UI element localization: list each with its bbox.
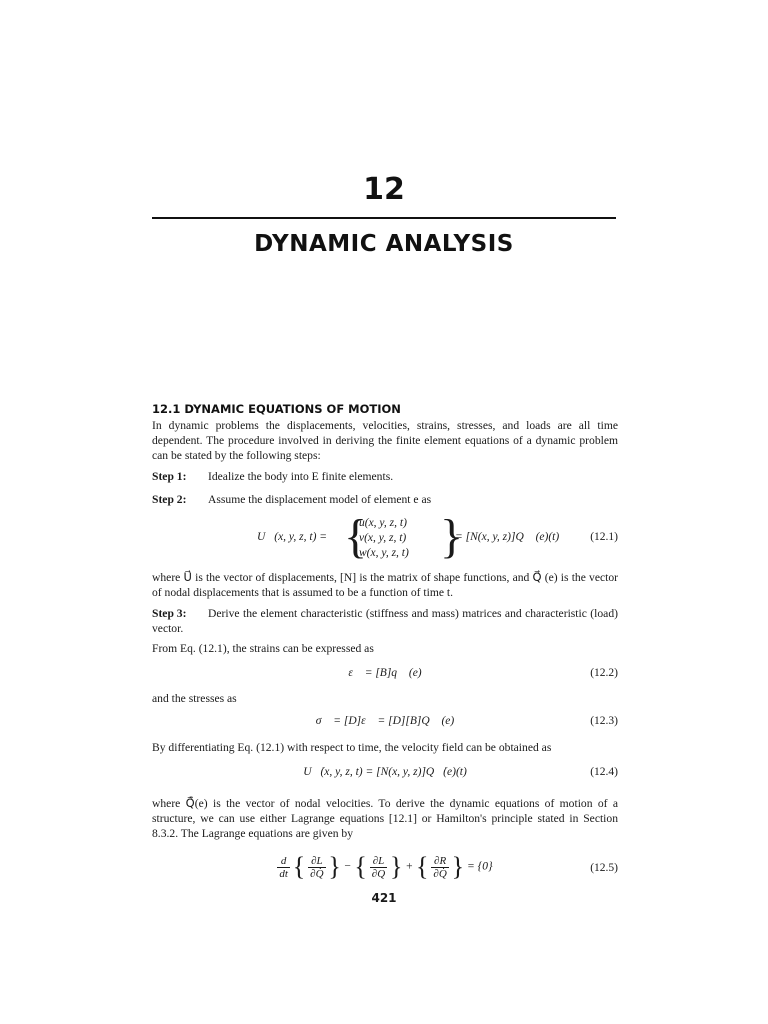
intro-paragraph: In dynamic problems the displacements, velocities, strains, stresses, and loads are all time dependent. The procedure involved in deriving the finite element equations of a dynamic problem can be stated by the following steps: [152, 419, 618, 462]
where-qdot-paragraph: where Q⃗̇(e) is the vector of nodal velocities. To derive the dynamic equations of motion of a structure, we can use either Lagrange equations [12.1] or Hamilton's principle stated in Section 8.3.2. The Lagrange equations are given by [152, 797, 618, 840]
eq5-body [152, 852, 618, 882]
section-heading: 12.1 DYNAMIC EQUATIONS OF MOTION [152, 402, 401, 416]
right-brace: } [440, 510, 464, 563]
step-3 [152, 606, 618, 636]
eq4-body: U⃗̇(x, y, z, t) = [N(x, y, z)]Q⃗̇(e)(t) [303, 766, 467, 778]
eq1-row2: v(x, y, z, t) [359, 532, 407, 544]
step-2 [152, 492, 618, 507]
eq5-derivative [277, 855, 290, 880]
equation-12-1 [152, 510, 618, 564]
eq5-f1-bot: ∂Q̇ [310, 867, 324, 880]
differentiating-paragraph: By differentiating Eq. (12.1) with respect to time, the velocity field can be obtained as [152, 741, 552, 754]
chapter-title: DYNAMIC ANALYSIS [254, 231, 514, 257]
eq5-frac-2 [370, 855, 387, 880]
eq5-brace-close-1: } [328, 852, 341, 881]
eq2-number: (12.2) [590, 667, 618, 679]
eq5-d-top: d [277, 855, 290, 868]
chapter-rule [152, 217, 616, 219]
eq1-vector [359, 516, 409, 561]
where-u-paragraph: where U⃗ is the vector of displacements, [N] is the matrix of shape functions, and Q⃗ (e) is the vector of nodal displacements that is assumed to be a function of time t. [152, 571, 618, 599]
step-2-label: Step 2: [152, 493, 187, 506]
step-1 [152, 469, 618, 484]
eq3-body: σ⃗ = [D]ε⃗ = [D][B]Q⃗ (e) [315, 715, 455, 727]
equation-12-4 [152, 766, 618, 786]
eq5-minus: − [343, 860, 352, 873]
eq5-brace-close-2: } [390, 852, 403, 881]
from-eq-paragraph: From Eq. (12.1), the strains can be expressed as [152, 642, 374, 655]
eq4-number: (12.4) [590, 766, 618, 778]
left-brace: { [344, 510, 368, 563]
stresses-paragraph: and the stresses as [152, 692, 237, 705]
eq5-frac-1 [308, 855, 325, 880]
eq5-f2-top: ∂L [370, 855, 387, 868]
eq5-f2-bot: ∂Q [371, 867, 386, 880]
eq5-frac-3 [431, 855, 448, 880]
eq1-row1: u(x, y, z, t) [359, 517, 407, 529]
page-number: 421 [371, 891, 397, 905]
eq5-f3-bot: ∂Q̇ [433, 867, 447, 880]
eq5-brace-open-2: { [354, 852, 367, 881]
eq1-row3: w(x, y, z, t) [359, 547, 409, 559]
eq2-body: ε⃗ = [B]q⃗ (e) [348, 667, 422, 679]
eq5-brace-open-3: { [416, 852, 429, 881]
step-2-text: Assume the displacement model of element e as [208, 493, 432, 506]
chapter-number: 12 [363, 172, 405, 207]
eq5-f3-top: ∂R [431, 855, 448, 868]
step-1-label: Step 1: [152, 470, 187, 483]
step-1-text: Idealize the body into E finite elements. [208, 470, 394, 483]
eq5-f1-top: ∂L [308, 855, 325, 868]
eq5-rhs: = {0} [467, 860, 493, 873]
equation-12-2 [152, 667, 618, 687]
eq1-rhs: = [N(x, y, z)]Q⃗ (e)(t) [455, 531, 560, 543]
step-3-text: Derive the element characteristic (stiffness and mass) matrices and characteristic (load) vector. [152, 607, 618, 635]
eq5-brace-close-3: } [451, 852, 465, 881]
eq5-brace-open-1: { [292, 852, 306, 881]
eq3-number: (12.3) [590, 715, 618, 727]
equation-12-3 [152, 715, 618, 735]
equation-12-5 [152, 848, 618, 888]
step-3-label: Step 3: [152, 607, 187, 620]
eq1-number: (12.1) [590, 531, 618, 543]
eq1-lhs: U⃗(x, y, z, t) = [257, 531, 328, 543]
eq5-d-bot: dt [279, 867, 288, 880]
eq5-plus: + [405, 860, 414, 873]
eq5-number: (12.5) [590, 862, 618, 874]
